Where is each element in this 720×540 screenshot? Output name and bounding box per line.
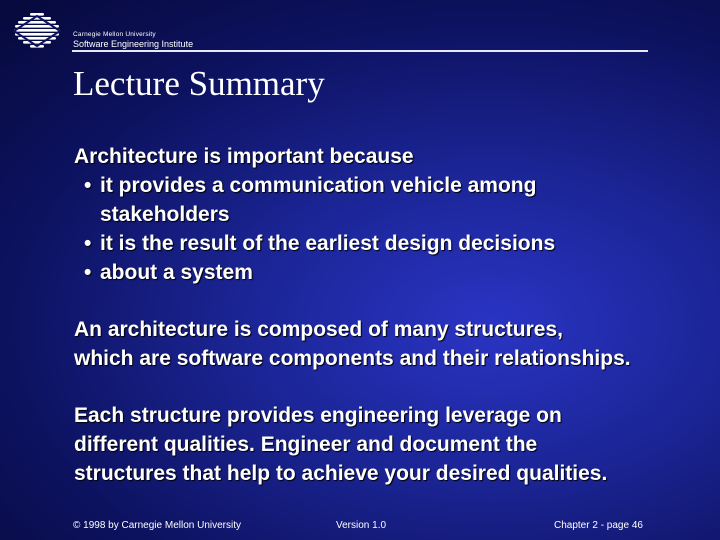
bullet-text: it provides a communication vehicle among bbox=[100, 174, 537, 197]
cmu-sei-logo bbox=[12, 12, 62, 50]
institute-name: Software Engineering Institute bbox=[73, 39, 194, 49]
bullet-item bbox=[74, 229, 714, 258]
university-name: Carnegie Mellon University bbox=[73, 31, 156, 38]
slide-title: Lecture Summary bbox=[73, 64, 325, 103]
bullet-text: it is the result of the earliest design decisions bbox=[100, 232, 556, 255]
paragraph-line: Each structure provides engineering leverage on bbox=[74, 404, 562, 427]
bullet-item bbox=[74, 171, 714, 200]
paragraph-line: An architecture is composed of many structures, bbox=[74, 318, 563, 341]
footer-version: Version 1.0 bbox=[336, 520, 387, 531]
intro-line: Architecture is important because bbox=[74, 145, 414, 168]
bullet-text: about a system bbox=[100, 261, 253, 284]
paragraph-line: different qualities. Engineer and document the bbox=[74, 433, 538, 456]
footer-copyright: © 1998 by Carnegie Mellon University bbox=[73, 520, 242, 531]
bullet-dot: • bbox=[84, 261, 92, 284]
paragraph-line: which are software components and their relationships. bbox=[74, 347, 631, 370]
bullet-dot: • bbox=[84, 232, 92, 255]
bullet-dot: • bbox=[84, 174, 92, 197]
bullet-item bbox=[74, 258, 714, 287]
paragraph-leverage bbox=[74, 401, 714, 488]
footer-page-number: Chapter 2 - page 46 bbox=[554, 520, 643, 531]
slide-body bbox=[74, 142, 714, 488]
paragraph-structures bbox=[74, 315, 714, 373]
paragraph-line: structures that help to achieve your desired qualities. bbox=[74, 462, 608, 485]
bullet-continuation: stakeholders bbox=[100, 203, 230, 226]
header-divider bbox=[72, 50, 648, 52]
